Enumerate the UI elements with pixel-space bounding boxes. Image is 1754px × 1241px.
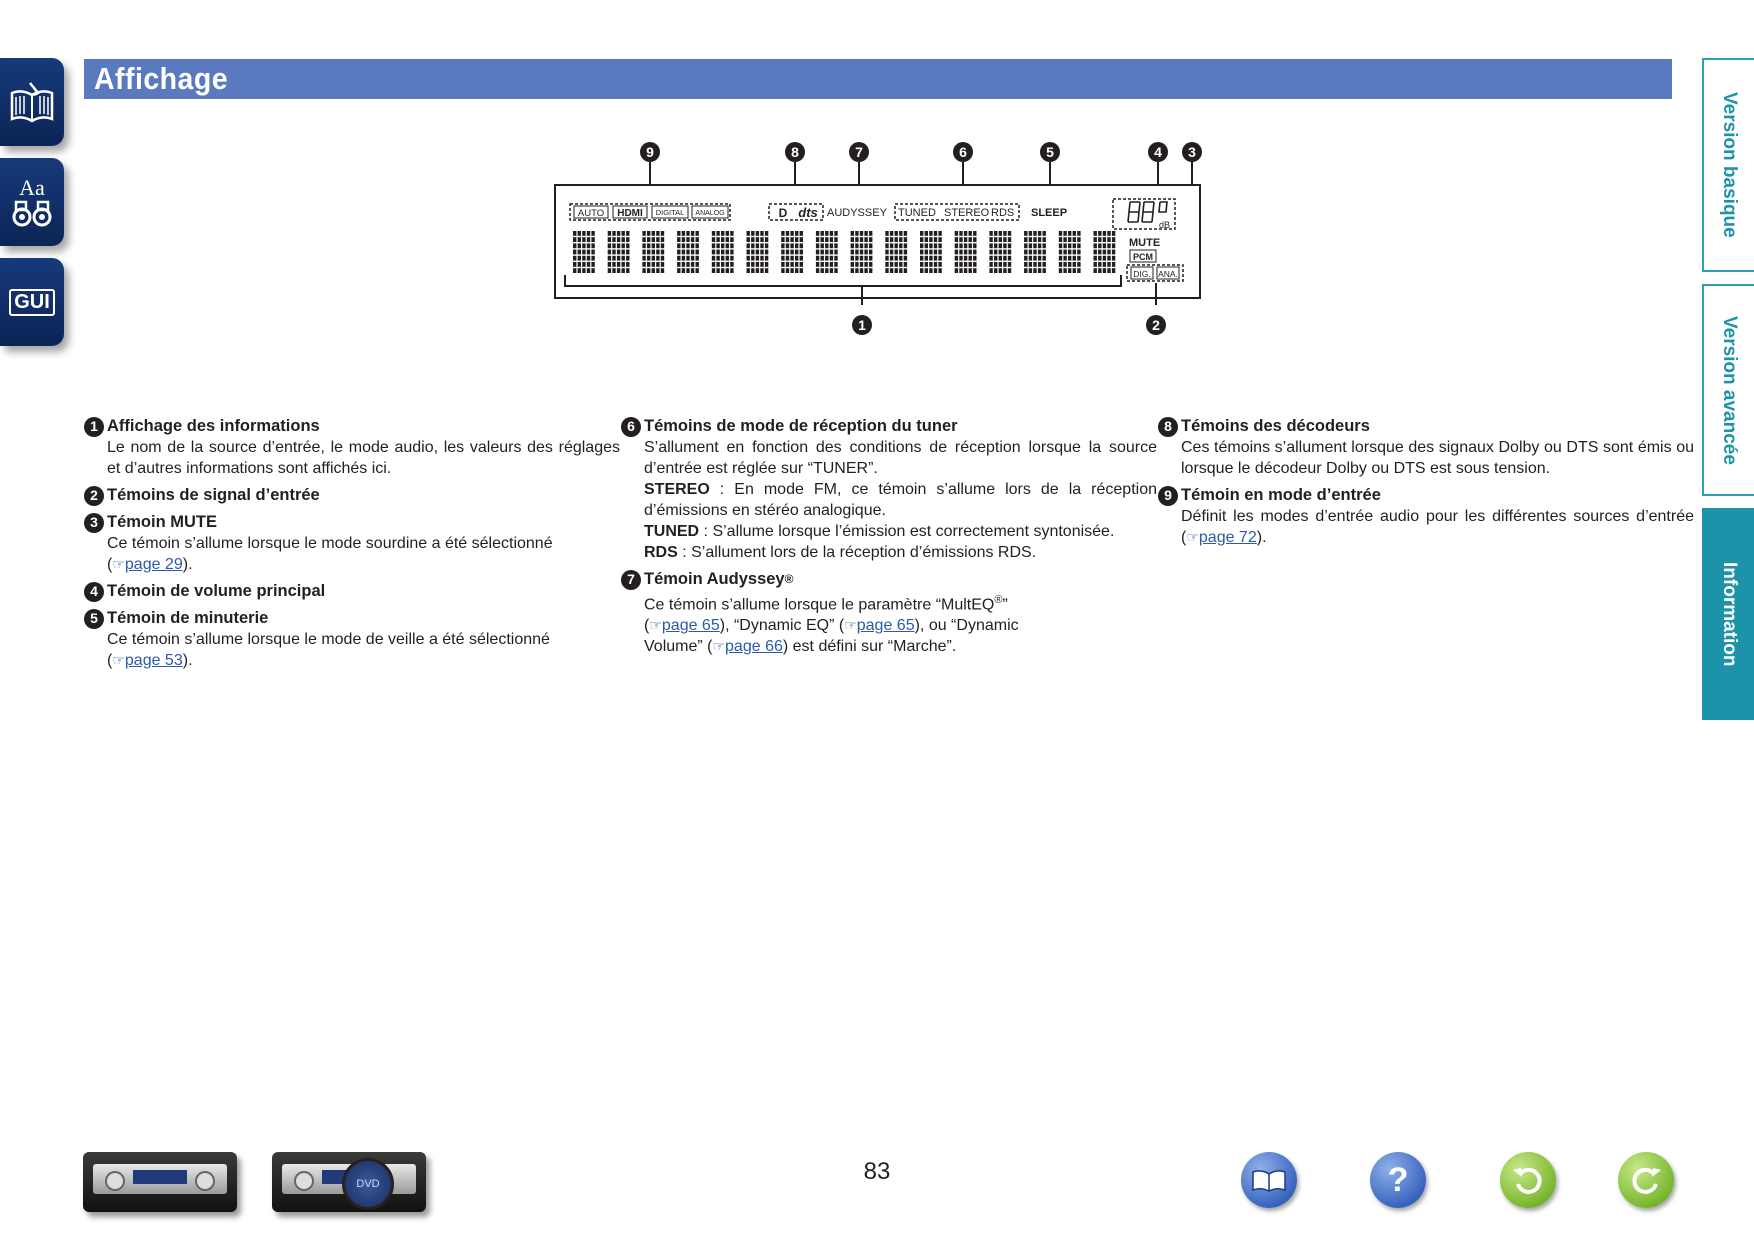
- item-7-body: Ce témoin s’allume lorsque le paramètre “MultEQ®” (☞page 65), “Dynamic EQ” (☞page 65), ou “Dynamic Volume” (☞page 66) est défini sur “Marche”.: [644, 594, 1019, 656]
- callout-1: [852, 315, 872, 335]
- display-diagram: [540, 135, 1220, 345]
- item-number: 6: [621, 417, 641, 437]
- back-button[interactable]: [1500, 1152, 1556, 1208]
- matrix-char-cell: [712, 231, 734, 273]
- svg-text:TUNED: TUNED: [898, 207, 936, 219]
- rds-label: RDS: [644, 544, 678, 561]
- item-number: 5: [84, 609, 104, 629]
- nav-index-button[interactable]: [0, 158, 64, 246]
- matrix-char-cell: [747, 231, 769, 273]
- column-left: [84, 416, 620, 671]
- item-title: Témoin Audyssey: [644, 570, 785, 588]
- item-7-heading: [621, 569, 1157, 590]
- nav-gui-button[interactable]: [0, 258, 64, 346]
- item-text: S’allument en fonction des conditions de réception lorsque la source d’entrée est réglée sur “TUNER”.: [644, 439, 1157, 477]
- page-link-53[interactable]: page 53: [124, 652, 183, 669]
- page-number: 83: [863, 1158, 891, 1185]
- matrix-char-cell: [677, 231, 699, 273]
- column-right: [1158, 416, 1694, 548]
- item-5-body: Ce témoin s’allume lorsque le mode de veille a été sélectionné (☞page 53).: [107, 631, 550, 669]
- stereo-label: STEREO: [644, 481, 710, 498]
- tab-information[interactable]: [1702, 508, 1754, 720]
- svg-text:1: 1: [858, 317, 866, 333]
- help-icon: ?: [1387, 1160, 1409, 1199]
- svg-text:DIGITAL: DIGITAL: [655, 208, 685, 217]
- item-number: 3: [84, 513, 104, 533]
- item-number: 9: [1158, 486, 1178, 506]
- section-header: [84, 59, 1672, 99]
- svg-text:ANALOG: ANALOG: [695, 210, 725, 217]
- item-title: Témoin en mode d’entrée: [1181, 486, 1381, 504]
- page-ref-icon: ☞: [112, 652, 125, 668]
- page-link-72[interactable]: page 72: [1198, 529, 1257, 546]
- item-1-body: Le nom de la source d’entrée, le mode audio, les valeurs des réglages et d’autres informations sont affichés ici.: [107, 439, 620, 477]
- svg-text:AUDYSSEY: AUDYSSEY: [827, 207, 887, 219]
- svg-text:8: 8: [791, 144, 799, 160]
- item-text: ) est défini sur “Marche”.: [782, 638, 957, 656]
- help-button[interactable]: [1370, 1152, 1426, 1208]
- item-title: Affichage des informations: [107, 417, 320, 435]
- page-link-66[interactable]: page 66: [725, 638, 783, 656]
- item-9-body: Définit les modes d’entrée audio pour les différentes sources d’entrée (☞page 72).: [1181, 508, 1694, 546]
- matrix-char-cell: [1094, 231, 1116, 273]
- back-icon: [1510, 1162, 1546, 1198]
- matrix-char-cell: [851, 231, 873, 273]
- rds-text: : S’allument lors de la réception d’émissions RDS.: [677, 544, 1037, 561]
- book-icon: [1251, 1166, 1287, 1194]
- matrix-char-cell: [920, 231, 942, 273]
- tuned-label: TUNED: [644, 523, 700, 540]
- tab-version-basique[interactable]: [1702, 58, 1754, 272]
- item-text: Définit les modes d’entrée audio pour les différentes sources d’entrée: [1181, 508, 1694, 525]
- column-middle: [621, 416, 1157, 657]
- matrix-char-cell: [989, 231, 1011, 273]
- item-6-body: [621, 437, 1157, 563]
- page-ref-icon: ☞: [112, 556, 125, 572]
- item-6-heading: [621, 416, 1157, 437]
- page-link-29[interactable]: page 29: [124, 556, 183, 573]
- page-title: Affichage: [94, 61, 229, 96]
- item-text: Ce témoin s’allume lorsque le paramètre “MultEQ: [644, 596, 995, 614]
- item-1-heading: [84, 416, 620, 437]
- item-8-body: Ces témoins s’allument lorsque des signaux Dolby ou DTS sont émis ou lorsque le décodeur Dolby ou DTS est sous tension.: [1181, 439, 1694, 477]
- registered-mark: ®: [784, 572, 794, 586]
- tuned-desc: [644, 521, 1157, 542]
- item-text: ), “Dynamic EQ” (: [719, 617, 845, 635]
- matrix-char-cell: [816, 231, 838, 273]
- item-text: Ce témoin s’allume lorsque le mode sourdine a été sélectionné: [107, 535, 553, 552]
- binoculars-icon: [10, 199, 54, 227]
- receiver-button[interactable]: [83, 1152, 237, 1212]
- page-ref-icon: ☞: [844, 617, 857, 634]
- forward-button[interactable]: [1618, 1152, 1674, 1208]
- item-title: Témoins de mode de réception du tuner: [644, 417, 958, 435]
- item-number: 2: [84, 486, 104, 506]
- callout-2: [1146, 315, 1166, 335]
- item-title: Témoin MUTE: [107, 513, 217, 531]
- svg-text:dts: dts: [798, 205, 818, 220]
- page-ref-icon: ☞: [1186, 529, 1199, 545]
- item-title: Témoins des décodeurs: [1181, 417, 1370, 435]
- svg-text:PCM: PCM: [1133, 252, 1153, 262]
- svg-text:HDMI: HDMI: [617, 208, 643, 219]
- forward-icon: [1628, 1162, 1664, 1198]
- svg-text:SLEEP: SLEEP: [1031, 207, 1068, 219]
- matrix-char-cell: [1024, 231, 1046, 273]
- index-text: Aa: [19, 175, 45, 200]
- dvd-label: DVD: [356, 1178, 380, 1190]
- page-ref-icon: ☞: [712, 638, 726, 655]
- book-button[interactable]: [1241, 1152, 1297, 1208]
- page-ref-icon: ☞: [649, 617, 662, 634]
- matrix-char-cell: [955, 231, 977, 273]
- receiver-icon: [93, 1164, 227, 1194]
- svg-text:D: D: [778, 206, 788, 220]
- item-3-body: Ce témoin s’allume lorsque le mode sourdine a été sélectionné (☞page 29).: [107, 535, 553, 573]
- svg-text:MUTE: MUTE: [1129, 237, 1161, 249]
- svg-text:9: 9: [646, 144, 654, 160]
- svg-text:ANA.: ANA.: [1158, 269, 1178, 279]
- item-5-heading: [84, 608, 620, 629]
- svg-text:AUTO: AUTO: [577, 208, 605, 219]
- page-link-65b[interactable]: page 65: [856, 617, 915, 635]
- tab-label: Version avancée: [1719, 315, 1740, 465]
- stereo-text: : En mode FM, ce témoin s’allume lors de la réception d’émissions en stéréo analogique.: [644, 481, 1157, 519]
- page-link-65[interactable]: page 65: [661, 617, 720, 635]
- item-number: 1: [84, 417, 104, 437]
- item-3-heading: [84, 512, 620, 533]
- tab-label: Version basique: [1719, 92, 1740, 238]
- matrix-char-cell: [608, 231, 630, 273]
- item-title: Témoins de signal d’entrée: [107, 486, 320, 504]
- item-8-heading: [1158, 416, 1694, 437]
- nav-contents-button[interactable]: [0, 58, 64, 146]
- svg-text:4: 4: [1154, 144, 1162, 160]
- item-2-heading: [84, 485, 620, 506]
- item-title: Témoin de volume principal: [107, 582, 326, 600]
- item-text: ), ou “Dynamic: [914, 617, 1019, 635]
- item-4-heading: [84, 581, 620, 602]
- item-number: 4: [84, 582, 104, 602]
- rds-desc: [644, 542, 1157, 563]
- svg-text:dB: dB: [1159, 220, 1171, 230]
- item-number: 8: [1158, 417, 1178, 437]
- matrix-char-cell: [885, 231, 907, 273]
- item-text: Volume” (: [644, 638, 713, 656]
- item-text: Ce témoin s’allume lorsque le mode de veille a été sélectionné: [107, 631, 550, 648]
- matrix-char-cell: [1059, 231, 1081, 273]
- svg-text:6: 6: [959, 144, 967, 160]
- book-contents-icon: [8, 79, 56, 125]
- gui-icon: [9, 289, 55, 316]
- stereo-desc: [644, 479, 1157, 521]
- matrix-char-cell: [781, 231, 803, 273]
- item-text: ”: [1002, 596, 1008, 614]
- svg-text:RDS: RDS: [991, 207, 1015, 219]
- svg-text:5: 5: [1046, 144, 1054, 160]
- svg-text:7: 7: [855, 144, 863, 160]
- item-number: 7: [621, 570, 641, 590]
- svg-text:3: 3: [1188, 144, 1196, 160]
- item-9-heading: [1158, 485, 1694, 506]
- matrix-char-cell: [573, 231, 595, 273]
- svg-text:STEREO: STEREO: [944, 207, 990, 219]
- matrix-char-cell: [642, 231, 664, 273]
- registered-mark: ®: [994, 594, 1003, 606]
- tuned-text: : S’allume lorsque l’émission est correctement syntonisée.: [699, 523, 1115, 540]
- gui-text: GUI: [14, 290, 50, 313]
- svg-text:2: 2: [1152, 317, 1160, 333]
- receiver-dvd-button[interactable]: [272, 1152, 426, 1212]
- tab-label: Information: [1719, 561, 1740, 667]
- item-title: Témoin de minuterie: [107, 609, 269, 627]
- magnifier-icon: [342, 1158, 394, 1210]
- svg-text:DIG.: DIG.: [1133, 269, 1151, 279]
- tab-version-avancee[interactable]: [1702, 284, 1754, 496]
